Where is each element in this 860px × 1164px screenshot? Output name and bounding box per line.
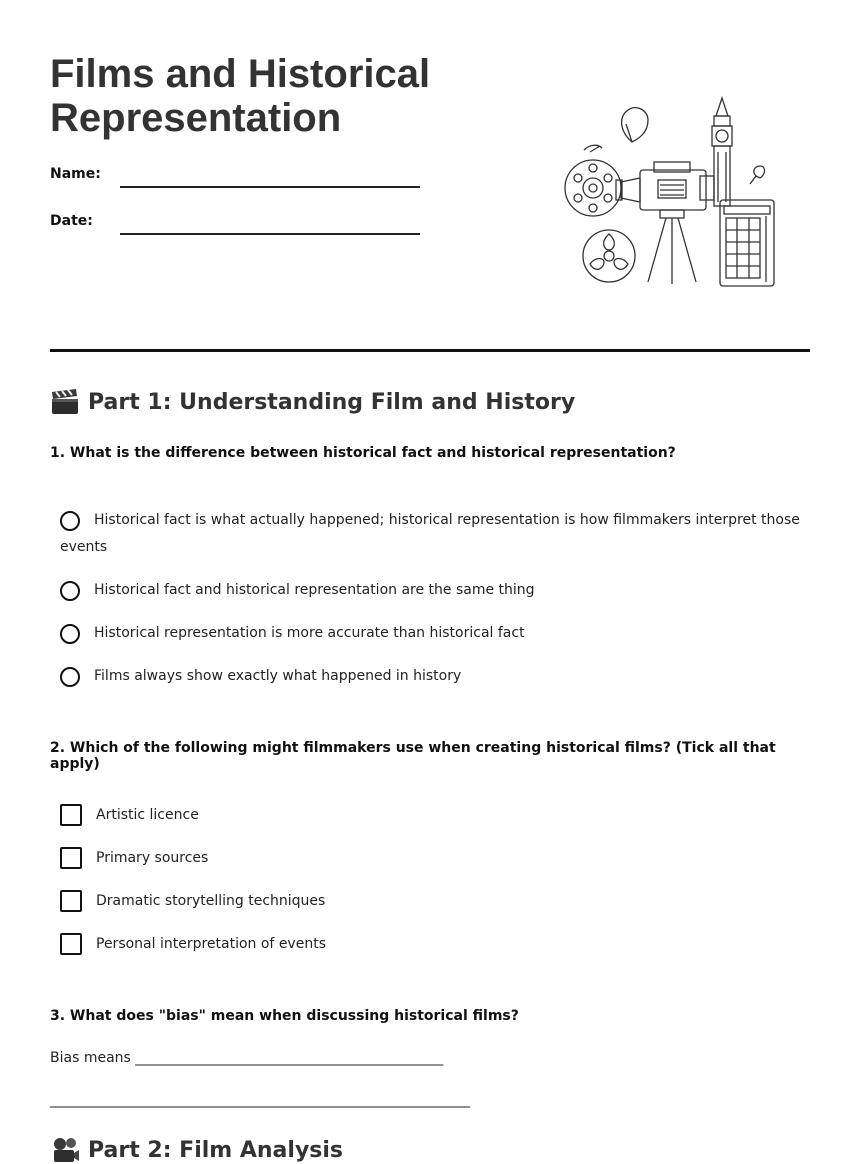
date-input-line[interactable] [120,233,420,235]
option-label: Dramatic storytelling techniques [96,893,326,909]
option-label: Historical fact is what actually happened; historical representation is how filmmakers interpret those events [60,512,800,555]
date-field[interactable] [50,213,420,243]
checkbox[interactable] [60,890,82,912]
clapperboard-icon [50,388,80,416]
part1-heading-text: Part 1: Understanding Film and History [88,389,576,415]
bias-answer-line-1[interactable]: Bias means ____________________________________________ [50,1050,444,1066]
film-projector-icon [50,1136,80,1164]
name-input-line[interactable] [120,186,420,188]
radio-button[interactable] [60,624,80,644]
radio-button[interactable] [60,581,80,601]
name-field[interactable] [50,166,420,196]
q1-option-3[interactable] [60,620,810,647]
question-1: 1. What is the difference between historical fact and historical representation? [50,445,676,461]
page-title: Films and Historical Representation [50,52,431,140]
checkbox[interactable] [60,847,82,869]
q2-option-3[interactable] [60,888,810,915]
option-label: Artistic licence [96,807,199,823]
checkbox[interactable] [60,804,82,826]
radio-button[interactable] [60,667,80,687]
question-2: 2. Which of the following might filmmakers use when creating historical films? (Tick all that apply) [50,740,776,772]
part2-heading-text: Part 2: Film Analysis [88,1137,344,1163]
option-label: Primary sources [96,850,209,866]
bias-answer-line-2[interactable]: ____________________________________________________________ [50,1092,470,1108]
radio-button[interactable] [60,511,80,531]
q2-option-1[interactable] [60,802,810,829]
film-history-illustration [560,92,785,292]
option-label: Films always show exactly what happened in history [94,668,462,684]
q2-option-4[interactable] [60,931,810,958]
option-label: Personal interpretation of events [96,936,326,952]
option-label: Historical fact and historical representation are the same thing [94,582,535,598]
checkbox[interactable] [60,933,82,955]
date-label: Date: [50,213,93,229]
q1-option-2[interactable] [60,577,810,604]
part1-heading [50,388,575,416]
header-divider [50,349,810,352]
q1-option-4[interactable] [60,663,810,690]
part2-heading [50,1136,343,1164]
name-label: Name: [50,166,101,182]
question-3: 3. What does "bias" mean when discussing historical films? [50,1008,519,1024]
q1-option-1[interactable] [60,507,810,561]
q2-option-2[interactable] [60,845,810,872]
option-label: Historical representation is more accurate than historical fact [94,625,525,641]
